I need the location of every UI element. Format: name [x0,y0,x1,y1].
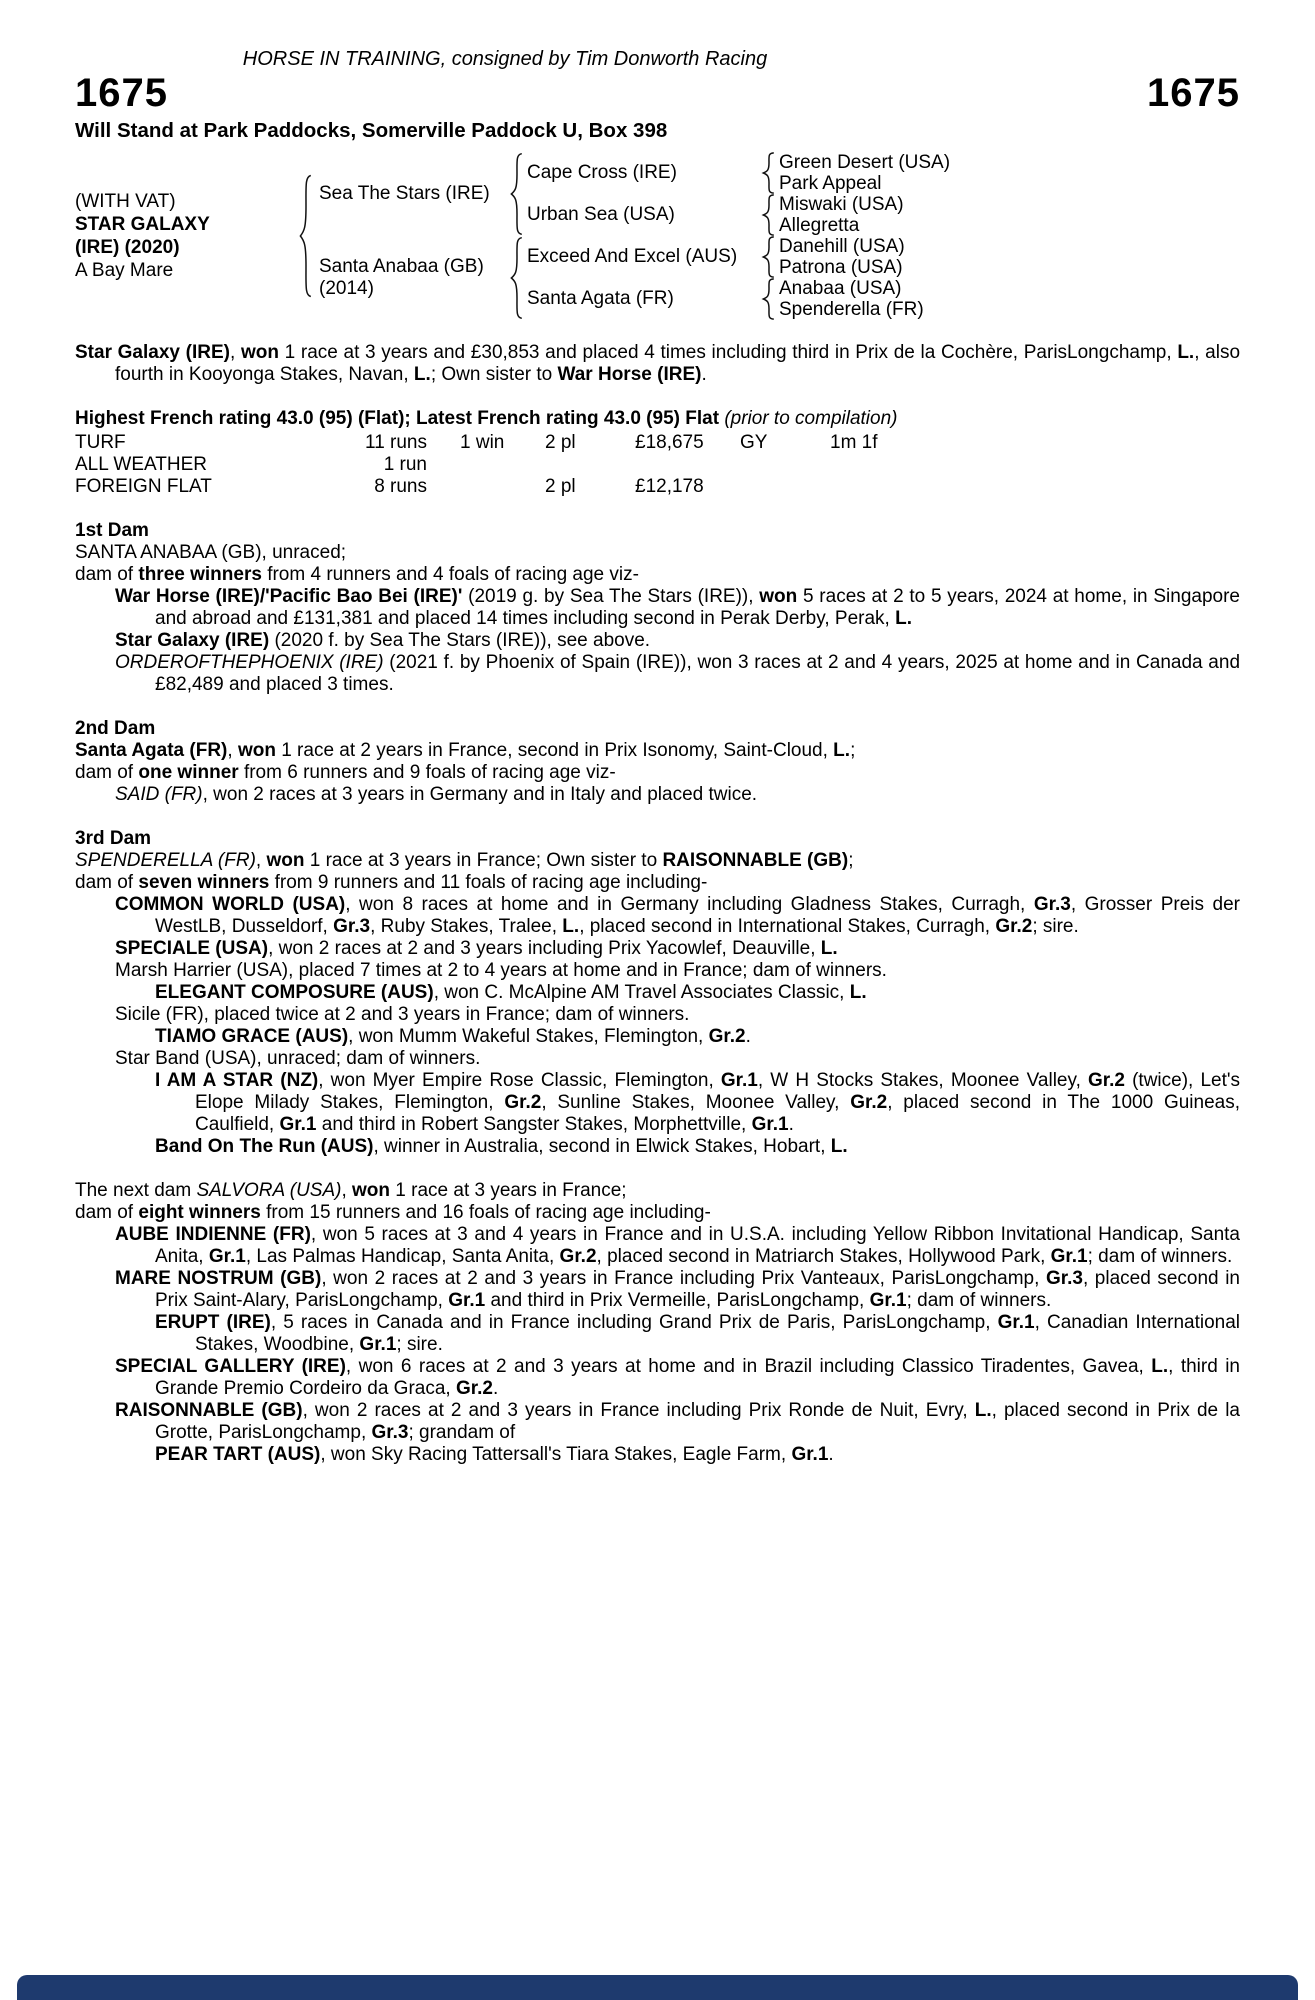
dam1-entry-orderofthephoenix: ORDEROFTHEPHOENIX (IRE) (2021 f. by Phoenix of Spain (IRE)), won 3 races at 2 and 4 years, 2025 at home and in Canada and £82,489 and placed 3 times. [115,652,1241,695]
race-cell-distance [830,476,1240,498]
pedigree-grandsire-2: Exceed And Excel (AUS) [527,246,738,267]
dam3-entry-star-band: Star Band (USA), unraced; dam of winners. [115,1048,481,1069]
section-lot-description [75,342,1240,386]
pedigree-granddam-1: Urban Sea (USA) [527,204,675,225]
pedigree-ggp-3: Miswaki (USA) [779,193,904,215]
dam1-heading: 1st Dam [75,520,149,541]
vat-note: (WITH VAT) [75,190,176,212]
pedigree-dam-year: (2014) [319,278,374,299]
stand-location-line: Will Stand at Park Paddocks, Somerville Paddock U, Box 398 [75,119,668,142]
section-1st-dam [75,520,1240,696]
rating-line: Highest French rating 43.0 (95) (Flat); Latest French rating 43.0 (95) Flat (prior to compilation) [75,408,898,429]
race-cell-going [740,476,830,498]
next-dam-entry-erupt: ERUPT (IRE), 5 races in Canada and in France including Grand Prix de Paris, ParisLongchamp, Gr.1, Canadian International Stakes, Woodbine, Gr.1; sire. [155,1312,1241,1355]
dam1-entry-war-horse: War Horse (IRE)/'Pacific Bao Bei (IRE)' (2019 g. by Sea The Stars (IRE)), won 5 races at 2 to 5 years, 2024 at home, in Singapore and abroad and £131,381 and placed 14 times including second in Perak Derby, Perak, L. [115,586,1240,629]
dam1-intro: SANTA ANABAA (GB), unraced; [75,542,347,563]
section-3rd-dam [75,828,1240,1158]
dam2-heading: 2nd Dam [75,718,156,739]
pedigree-ggp-4: Allegretta [779,214,860,236]
dam3-heading: 3rd Dam [75,828,152,849]
pedigree-ggp-7: Anabaa (USA) [779,277,902,299]
next-dam-entry-pear-tart: PEAR TART (AUS), won Sky Racing Tattersall's Tiara Stakes, Eagle Farm, Gr.1. [155,1444,834,1465]
section-2nd-dam [75,718,1240,806]
next-dam-entry-aube-indienne: AUBE INDIENNE (FR), won 5 races at 3 and 4 years in France and in U.S.A. including Yellow Ribbon Invitational Handicap, Santa Anita, Gr.1, Las Palmas Handicap, Santa Anita, Gr.2, placed second in Matriarch Stakes, Hollywood Park, Gr.1; dam of winners. [115,1224,1240,1267]
race-cell-surface: FOREIGN FLAT [75,476,212,497]
dam3-entry-marsh-harrier: Marsh Harrier (USA), placed 7 times at 2 to 4 years at home and in France; dam of winners. [115,960,887,981]
pedigree-brace-gp2 [759,194,779,236]
race-cell-places [545,454,635,476]
pedigree-brace-gp3 [759,236,779,278]
next-dam-entry-special-gallery: SPECIAL GALLERY (IRE), won 6 races at 2 and 3 years at home and in Brazil including Classico Tiradentes, Gavea, L., third in Grande Premio Cordeiro da Graca, Gr.2. [115,1356,1240,1399]
race-cell-earnings [635,454,740,476]
dam2-entry-said: SAID (FR), won 2 races at 3 years in Germany and in Italy and placed twice. [115,784,758,805]
dam1-entry-star-galaxy: Star Galaxy (IRE) (2020 f. by Sea The Stars (IRE)), see above. [115,630,651,651]
race-cell-earnings: £12,178 [635,476,704,497]
pedigree-grandsire-1: Cape Cross (IRE) [527,162,677,183]
dam1-produce-summary: dam of three winners from 4 runners and 4 foals of racing age viz- [75,564,639,585]
race-record-table [75,432,1240,498]
pedigree-brace-gp1 [759,152,779,194]
dam3-entry-sicile: Sicile (FR), placed twice at 2 and 3 years in France; dam of winners. [115,1004,690,1025]
pedigree-ggp-8: Spenderella (FR) [779,298,924,320]
race-cell-wins [427,454,545,476]
pedigree-ggp-1: Green Desert (USA) [779,151,951,173]
pedigree-ggp-2: Park Appeal [779,172,882,194]
next-dam-produce-summary: dam of eight winners from 15 runners and 16 foals of racing age including- [75,1202,711,1223]
race-cell-runs: 1 run [383,454,427,475]
pedigree-brace-sire [507,152,527,236]
race-cell-places: 2 pl [545,432,576,453]
pedigree-granddam-2: Santa Agata (FR) [527,288,674,309]
dam2-produce-summary: dam of one winner from 6 runners and 9 foals of racing age viz- [75,762,616,783]
pedigree-sire: Sea The Stars (IRE) [319,183,490,204]
lot-number-right: 1675 [1147,71,1240,115]
race-cell-runs: 8 runs [374,476,427,497]
horse-origin-year: (IRE) (2020) [75,236,180,258]
pedigree-dam-name: Santa Anabaa (GB) [319,256,484,277]
pedigree-brace-dam [507,236,527,320]
race-cell-surface: TURF [75,432,126,453]
pedigree-table [75,152,1240,320]
race-cell-distance [830,454,1240,476]
section-rating-and-record [75,408,1240,498]
horse-colour-sex: A Bay Mare [75,259,174,281]
race-cell-distance: 1m 1f [830,432,878,453]
next-dam-entry-mare-nostrum: MARE NOSTRUM (GB), won 2 races at 2 and 3 years in France including Prix Vanteaux, ParisLongchamp, Gr.3, placed second in Prix Saint-Alary, ParisLongchamp, Gr.1 and third in Prix Vermeille, ParisLongchamp, Gr.1; dam of winners. [115,1268,1240,1311]
pedigree-brace-main [293,173,319,299]
lot-description-paragraph: Star Galaxy (IRE), won 1 race at 3 years and £30,853 and placed 4 times including third in Prix de la Cochère, ParisLongchamp, L., also fourth in Kooyonga Stakes, Navan, L.; Own sister to War Horse (IRE). [75,342,1241,385]
dam3-entry-i-am-a-star: I AM A STAR (NZ), won Myer Empire Rose Classic, Flemington, Gr.1, W H Stocks Stakes, Moonee Valley, Gr.2 (twice), Let's Elope Milady Stakes, Flemington, Gr.2, Sunline Stakes, Moonee Valley, Gr.2, placed second in The 1000 Guineas, Caulfield, Gr.1 and third in Robert Sangster Stakes, Morphettville, Gr.1. [155,1070,1241,1135]
lot-number-row [75,71,1240,115]
next-dam-intro: The next dam SALVORA (USA), won 1 race at 3 years in France; [75,1180,627,1201]
race-cell-going [740,454,830,476]
horse-name: STAR GALAXY [75,213,210,235]
dam3-entry-common-world: COMMON WORLD (USA), won 8 races at home and in Germany including Gladness Stakes, Curragh, Gr.3, Grosser Preis der WestLB, Dusseldorf, Gr.3, Ruby Stakes, Tralee, L., placed second in International Stakes, Curragh, Gr.2; sire. [115,894,1240,937]
race-cell-runs: 11 runs [365,432,427,453]
dam3-entry-tiamo-grace: TIAMO GRACE (AUS), won Mumm Wakeful Stakes, Flemington, Gr.2. [155,1026,751,1047]
pedigree-ggp-5: Danehill (USA) [779,235,905,257]
page-footer-bar [17,1975,1298,2000]
pedigree-horse-info [75,152,293,320]
pedigree-brace-gp4 [759,278,779,320]
next-dam-entry-raisonnable: RAISONNABLE (GB), won 2 races at 2 and 3 years in France including Prix Ronde de Nuit, Evry, L., placed second in Prix de la Grotte, ParisLongchamp, Gr.3; grandam of [115,1400,1240,1443]
pedigree-ggp-6: Patrona (USA) [779,256,903,278]
section-next-dam [75,1180,1240,1466]
consignor-header: HORSE IN TRAINING, consigned by Tim Donworth Racing [242,48,768,70]
race-cell-wins: 1 win [460,432,505,453]
lot-number-left: 1675 [75,71,168,115]
race-cell-surface: ALL WEATHER [75,454,207,475]
dam3-produce-summary: dam of seven winners from 9 runners and 11 foals of racing age including- [75,872,708,893]
dam3-entry-band-on-the-run: Band On The Run (AUS), winner in Australia, second in Elwick Stakes, Hobart, L. [155,1136,848,1157]
race-cell-going: GY [740,432,768,453]
dam3-intro: SPENDERELLA (FR), won 1 race at 3 years in France; Own sister to RAISONNABLE (GB); [75,850,854,871]
race-cell-wins [427,476,545,498]
dam3-entry-elegant-composure: ELEGANT COMPOSURE (AUS), won C. McAlpine AM Travel Associates Classic, L. [155,982,867,1003]
dam3-entry-speciale: SPECIALE (USA), won 2 races at 2 and 3 years including Prix Yacowlef, Deauville, L. [115,938,838,959]
dam2-intro: Santa Agata (FR), won 1 race at 2 years in France, second in Prix Isonomy, Saint-Cloud, L.; [75,740,856,761]
pedigree-dam [319,236,507,320]
race-cell-earnings: £18,675 [635,432,704,453]
race-cell-places: 2 pl [545,476,576,497]
